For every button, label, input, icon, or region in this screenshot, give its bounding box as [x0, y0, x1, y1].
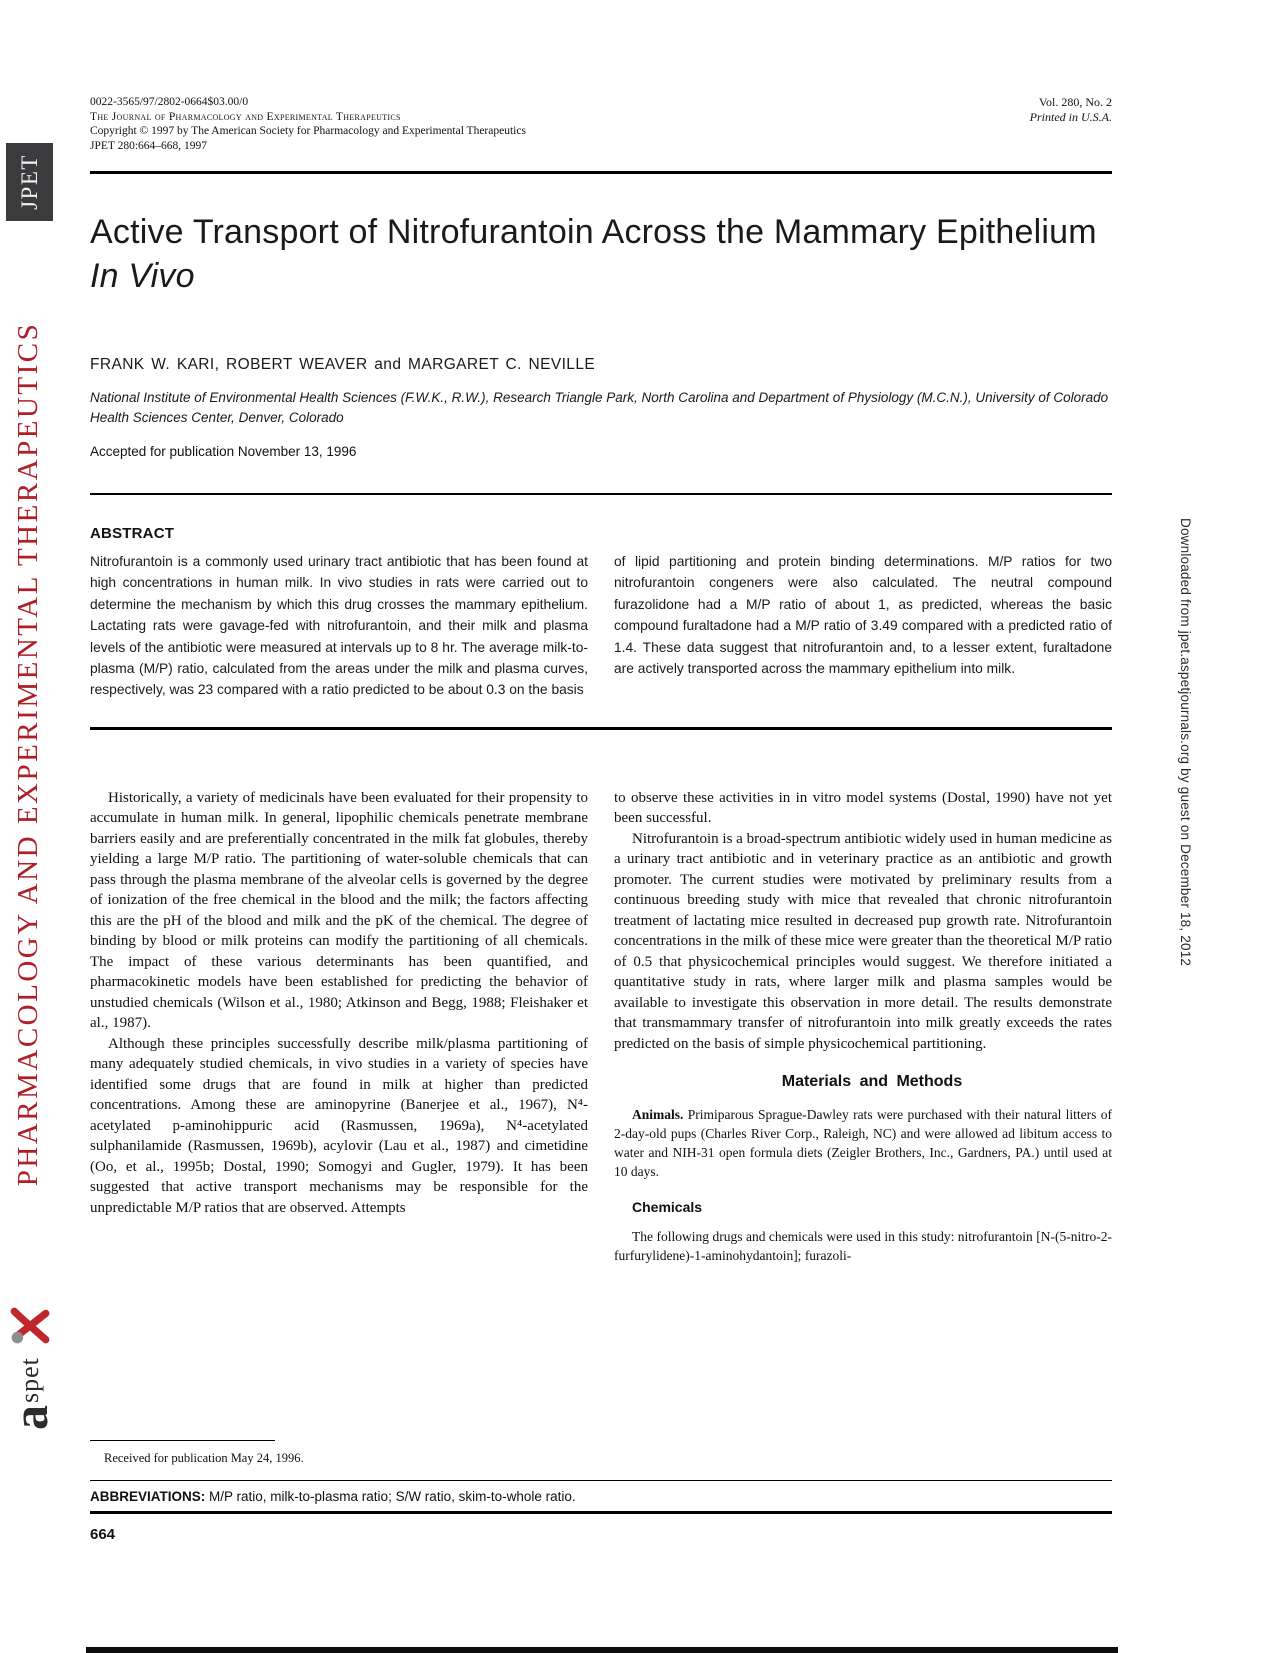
- jpet-label: JPET: [16, 154, 42, 210]
- journal-header: [90, 95, 1112, 153]
- jpet-sidebar-badge: [6, 143, 53, 221]
- abbreviations-bar: [90, 1480, 1112, 1514]
- copyright-line: Copyright © 1997 by The American Society for Pharmacology and Experimental Therapeutics: [90, 125, 526, 137]
- chemicals-heading: Chemicals: [632, 1198, 703, 1215]
- methods-heading: Materials and Methods: [781, 1073, 963, 1091]
- received-line: Received for publication May 24, 1996.: [104, 1450, 304, 1465]
- animals-paragraph: [614, 1105, 1112, 1181]
- body-left-column: [90, 788, 588, 1466]
- accepted-line: Accepted for publication November 13, 1996: [90, 444, 357, 459]
- article-title: [90, 210, 1112, 298]
- abstract: [90, 551, 1112, 701]
- abstract-top-rule: [90, 493, 1112, 495]
- article-main: [90, 95, 1112, 1543]
- abbreviations-text: M/P ratio, milk-to-plasma ratio; S/W ratio, skim-to-whole ratio.: [205, 1488, 576, 1504]
- abstract-right-column: of lipid partitioning and protein binding determinations. M/P ratios for two nitrofurantoin congeners were also calculated. The neutral compound furazolidone had a M/P ratio of about 1, as predicted, whereas the basic compound furaltadone had a M/P ratio of 3.49 compared with a predicted ratio of 1.4. These data suggest that nitrofurantoin and, to a lesser extent, furaltadone are actively transported across the mammary epithelium into milk.: [614, 554, 1112, 677]
- journal-header-left: [90, 95, 526, 153]
- body-paragraph: to observe these activities in in vitro model systems (Dostal, 1990) have not yet been successful.: [614, 789, 1112, 827]
- aspet-logo-text: spet: [15, 1357, 44, 1403]
- journal-name-line: The Journal of Pharmacology and Experimental Therapeutics: [90, 110, 401, 123]
- volume-line: Vol. 280, No. 2: [1038, 95, 1112, 109]
- article-title-main: Active Transport of Nitrofurantoin Across the Mammary Epithelium: [90, 213, 1097, 251]
- affiliation-line: National Institute of Environmental Health Sciences (F.W.K., R.W.), Research Triangle Park, North Carolina and Department of Physiology (M.C.N.), University of Colorado Health Sciences Center, Denver, Colorado: [90, 390, 1109, 425]
- aspet-ribbon-icon: [9, 1305, 51, 1347]
- article-body: [90, 788, 1112, 1466]
- body-paragraph: Historically, a variety of medicinals have been evaluated for their propensity to accumulate in human milk. In general, lipophilic chemicals penetrate membrane barriers easily and are preferentially concentrated in the milk fat globules, thereby yielding a large M/P ratio. The partitioning of water-soluble chemicals that can pass through the plasma membrane of the alveolar cells is governed by the degree of ionization of the free chemical in the blood and the milk; the factors affecting this are the pH of the blood and milk and the pK of the chemical. The degree of binding by blood or milk proteins can modify the partitioning of all chemicals. The impact of these various determinants has been quantified, and pharmacokinetic models have been established for predicting the behavior of unstudied chemicals (Wilson et al., 1980; Atkinson and Begg, 1988; Fleishaker et al., 1987).: [90, 789, 588, 1032]
- journal-name-vertical: PHARMACOLOGY AND EXPERIMENTAL THERAPEUTICS: [11, 321, 44, 1187]
- body-right-column: [614, 788, 1112, 1466]
- abstract-bottom-rule: [90, 727, 1112, 730]
- printed-line: Printed in U.S.A.: [1029, 110, 1112, 124]
- article-title-italic: In Vivo: [90, 257, 195, 295]
- footnote-rule: [90, 1440, 275, 1441]
- received-footnote: [90, 1430, 588, 1466]
- abstract-left-column: Nitrofurantoin is a commonly used urinary tract antibiotic that has been found at high concentrations in human milk. In vivo studies in rats were carried out to determine the mechanism by which this drug crosses the mammary epithelium. Lactating rats were gavage-fed with nitrofurantoin, and their milk and plasma levels of the antibiotic were measured at intervals up to 8 hr. The average milk-to-plasma (M/P) ratio, calculated from the areas under the milk and plasma curves, respectively, was 23 compared with a ratio predicted to be about 0.3 on the basis: [90, 554, 588, 698]
- abbreviations-label: ABBREVIATIONS:: [90, 1488, 206, 1504]
- authors-line: FRANK W. KARI, ROBERT WEAVER and MARGARET C. NEVILLE: [90, 356, 596, 373]
- body-paragraph: Although these principles successfully describe milk/plasma partitioning of many adequately studied chemicals, in vivo studies in a variety of species have identified some drugs that are found in milk at higher than predicted concentrations. Among these are aminopyrine (Banerjee et al., 1967), N⁴-acetylated p-aminohippuric acid (Rasmussen, 1969a), N⁴-acetylated sulphanilamide (Rasmussen, 1969b), acylovir (Lau et al., 1987) and cimetidine (Oo, et al., 1995b; Dostal, 1990; Somogyi and Gugler, 1979). It has been suggested that active transport mechanisms may be responsible for the unpredictable M/P ratios that are observed. Attempts: [90, 1035, 588, 1216]
- page-number: 664: [90, 1525, 116, 1543]
- animals-text: Primiparous Sprague-Dawley rats were purchased with their natural litters of 2-day-old pups (Charles River Corp., Raleigh, NC) and were allowed ad libitum access to water and NIH-31 open formula diets (Zeigler Brothers, Inc., Gardners, PA.) until used at 10 days.: [614, 1106, 1112, 1179]
- issn-line: 0022-3565/97/2802-0664$03.00/0: [90, 96, 249, 108]
- aspet-logo-letter: a: [2, 1405, 58, 1430]
- citation-line: JPET 280:664–668, 1997: [90, 139, 208, 152]
- header-rule: [90, 171, 1112, 174]
- download-watermark: Downloaded from jpet.aspetjournals.org by guest on December 18, 2012: [1178, 518, 1193, 967]
- aspet-logo: [4, 1266, 56, 1430]
- animals-label: Animals.: [632, 1106, 684, 1122]
- body-paragraph: Nitrofurantoin is a broad-spectrum antibiotic widely used in human medicine as a urinary tract antibiotic and in veterinary practice as an antibiotic and growth promoter. The current studies were motivated by preliminary results from a continuous breeding study with mice that revealed that chronic nitrofurantoin treatment of lactating mice resulted in decreased pup growth rate. Nitrofurantoin concentrations in the milk of these mice were greater than the theoretical M/P ratio of 0.5 that physicochemical principles would suggest. We therefore initiated a quantitative study in rats, where larger milk and plasma samples would be available to investigate this observation in more detail. The results demonstrate that transmammary transfer of nitrofurantoin into milk greatly exceeds the rates predicted on the basis of simple physicochemical partitioning.: [614, 830, 1112, 1052]
- chemicals-paragraph: The following drugs and chemicals were used in this study: nitrofurantoin [N-(5-nitro-2-furfurylidene)-1-aminohydantoin]; furazoli-: [614, 1229, 1112, 1264]
- journal-header-right: [1030, 95, 1112, 125]
- page-bottom-edge: [86, 1647, 1118, 1653]
- abstract-heading: ABSTRACT: [90, 525, 175, 542]
